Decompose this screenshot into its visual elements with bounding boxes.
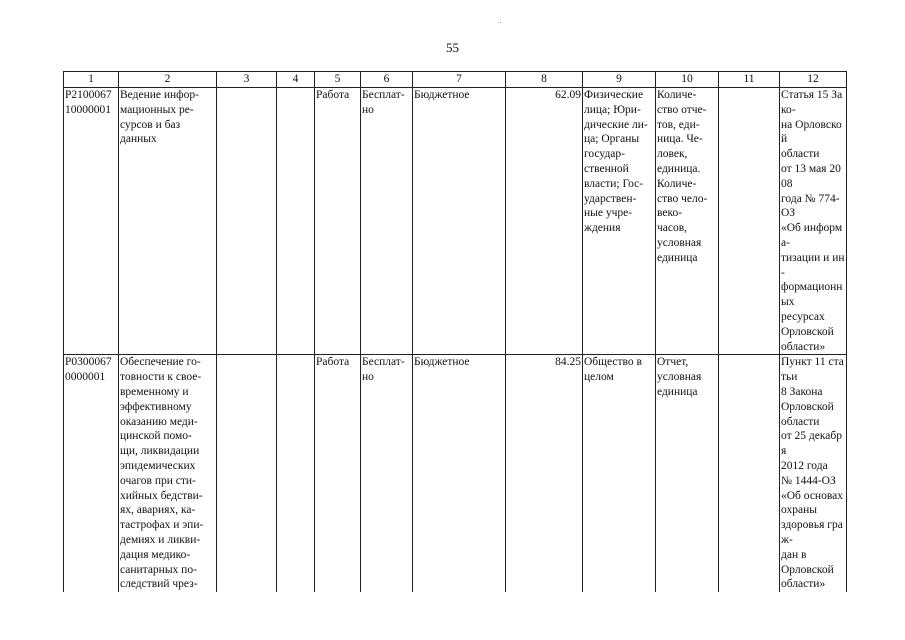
column-header: 2: [119, 72, 217, 88]
column-header: 7: [413, 72, 506, 88]
service-name: Обеспечение го- товности к свое- временному и эффективному оказанию меди- цинской помо- щи, ликвидации эпидемических очагов при сти- хийных бедстви- ях, авариях, ка- тастрофах и эпи- демиях и ликви- дация медико- санитарных по- следствий чрез-: [119, 355, 217, 592]
column-header: 10: [656, 72, 719, 88]
registry-code: P2100067 10000001: [64, 88, 119, 355]
column-header: 5: [315, 72, 361, 88]
payment-type: Бесплат- но: [361, 355, 413, 592]
volume-indicators: Количе- ство отче- тов, еди- ница. Че- ловек, единица. Количе- ство чело- веко- часов, условная единица: [656, 88, 719, 355]
scan-speck: [500, 22, 501, 23]
column-header: 11: [719, 72, 780, 88]
cell-col4: [277, 88, 315, 355]
table-row: [64, 88, 847, 355]
column-header: 4: [277, 72, 315, 88]
page-number: 55: [446, 40, 459, 55]
legal-basis: Пункт 11 статьи 8 Закона Орловской области от 25 декабря 2012 года № 1444-ОЗ «Об основах охраны здоровья граж- дан в Орловской области»: [780, 355, 847, 592]
payment-type: Бесплат- но: [361, 88, 413, 355]
institution-type: Бюджетное: [413, 355, 506, 592]
column-number-row: [64, 72, 847, 88]
service-name: Ведение инфор- мационных ре- сурсов и баз данных: [119, 88, 217, 355]
consumer-categories: Общество в целом: [583, 355, 656, 592]
institution-type: Бюджетное: [413, 88, 506, 355]
column-header: 3: [217, 72, 277, 88]
activity-code: 62.09: [506, 88, 583, 355]
activity-code: 84.25: [506, 355, 583, 592]
cell-col4: [277, 355, 315, 592]
service-type: Работа: [315, 88, 361, 355]
volume-indicators: Отчет, условная единица: [656, 355, 719, 592]
consumer-categories: Физические лица; Юри- дические ли- ца; Органы государ- ственной власти; Гос- ударствен- ные учре- ждения: [583, 88, 656, 355]
cell-col11: [719, 355, 780, 592]
registry-code: P0300067 0000001: [64, 355, 119, 592]
column-header: 1: [64, 72, 119, 88]
cell-col3: [217, 88, 277, 355]
cell-col11: [719, 88, 780, 355]
column-header: 12: [780, 72, 847, 88]
services-table: [63, 71, 847, 592]
column-header: 6: [361, 72, 413, 88]
cell-col3: [217, 355, 277, 592]
column-header: 8: [506, 72, 583, 88]
legal-basis: Статья 15 Зако- на Орловской области от 13 мая 2008 года № 774-ОЗ «Об информа- тизации и ин- формационных ресурсах Орловской области»: [780, 88, 847, 355]
table-row: [64, 355, 847, 592]
column-header: 9: [583, 72, 656, 88]
service-type: Работа: [315, 355, 361, 592]
